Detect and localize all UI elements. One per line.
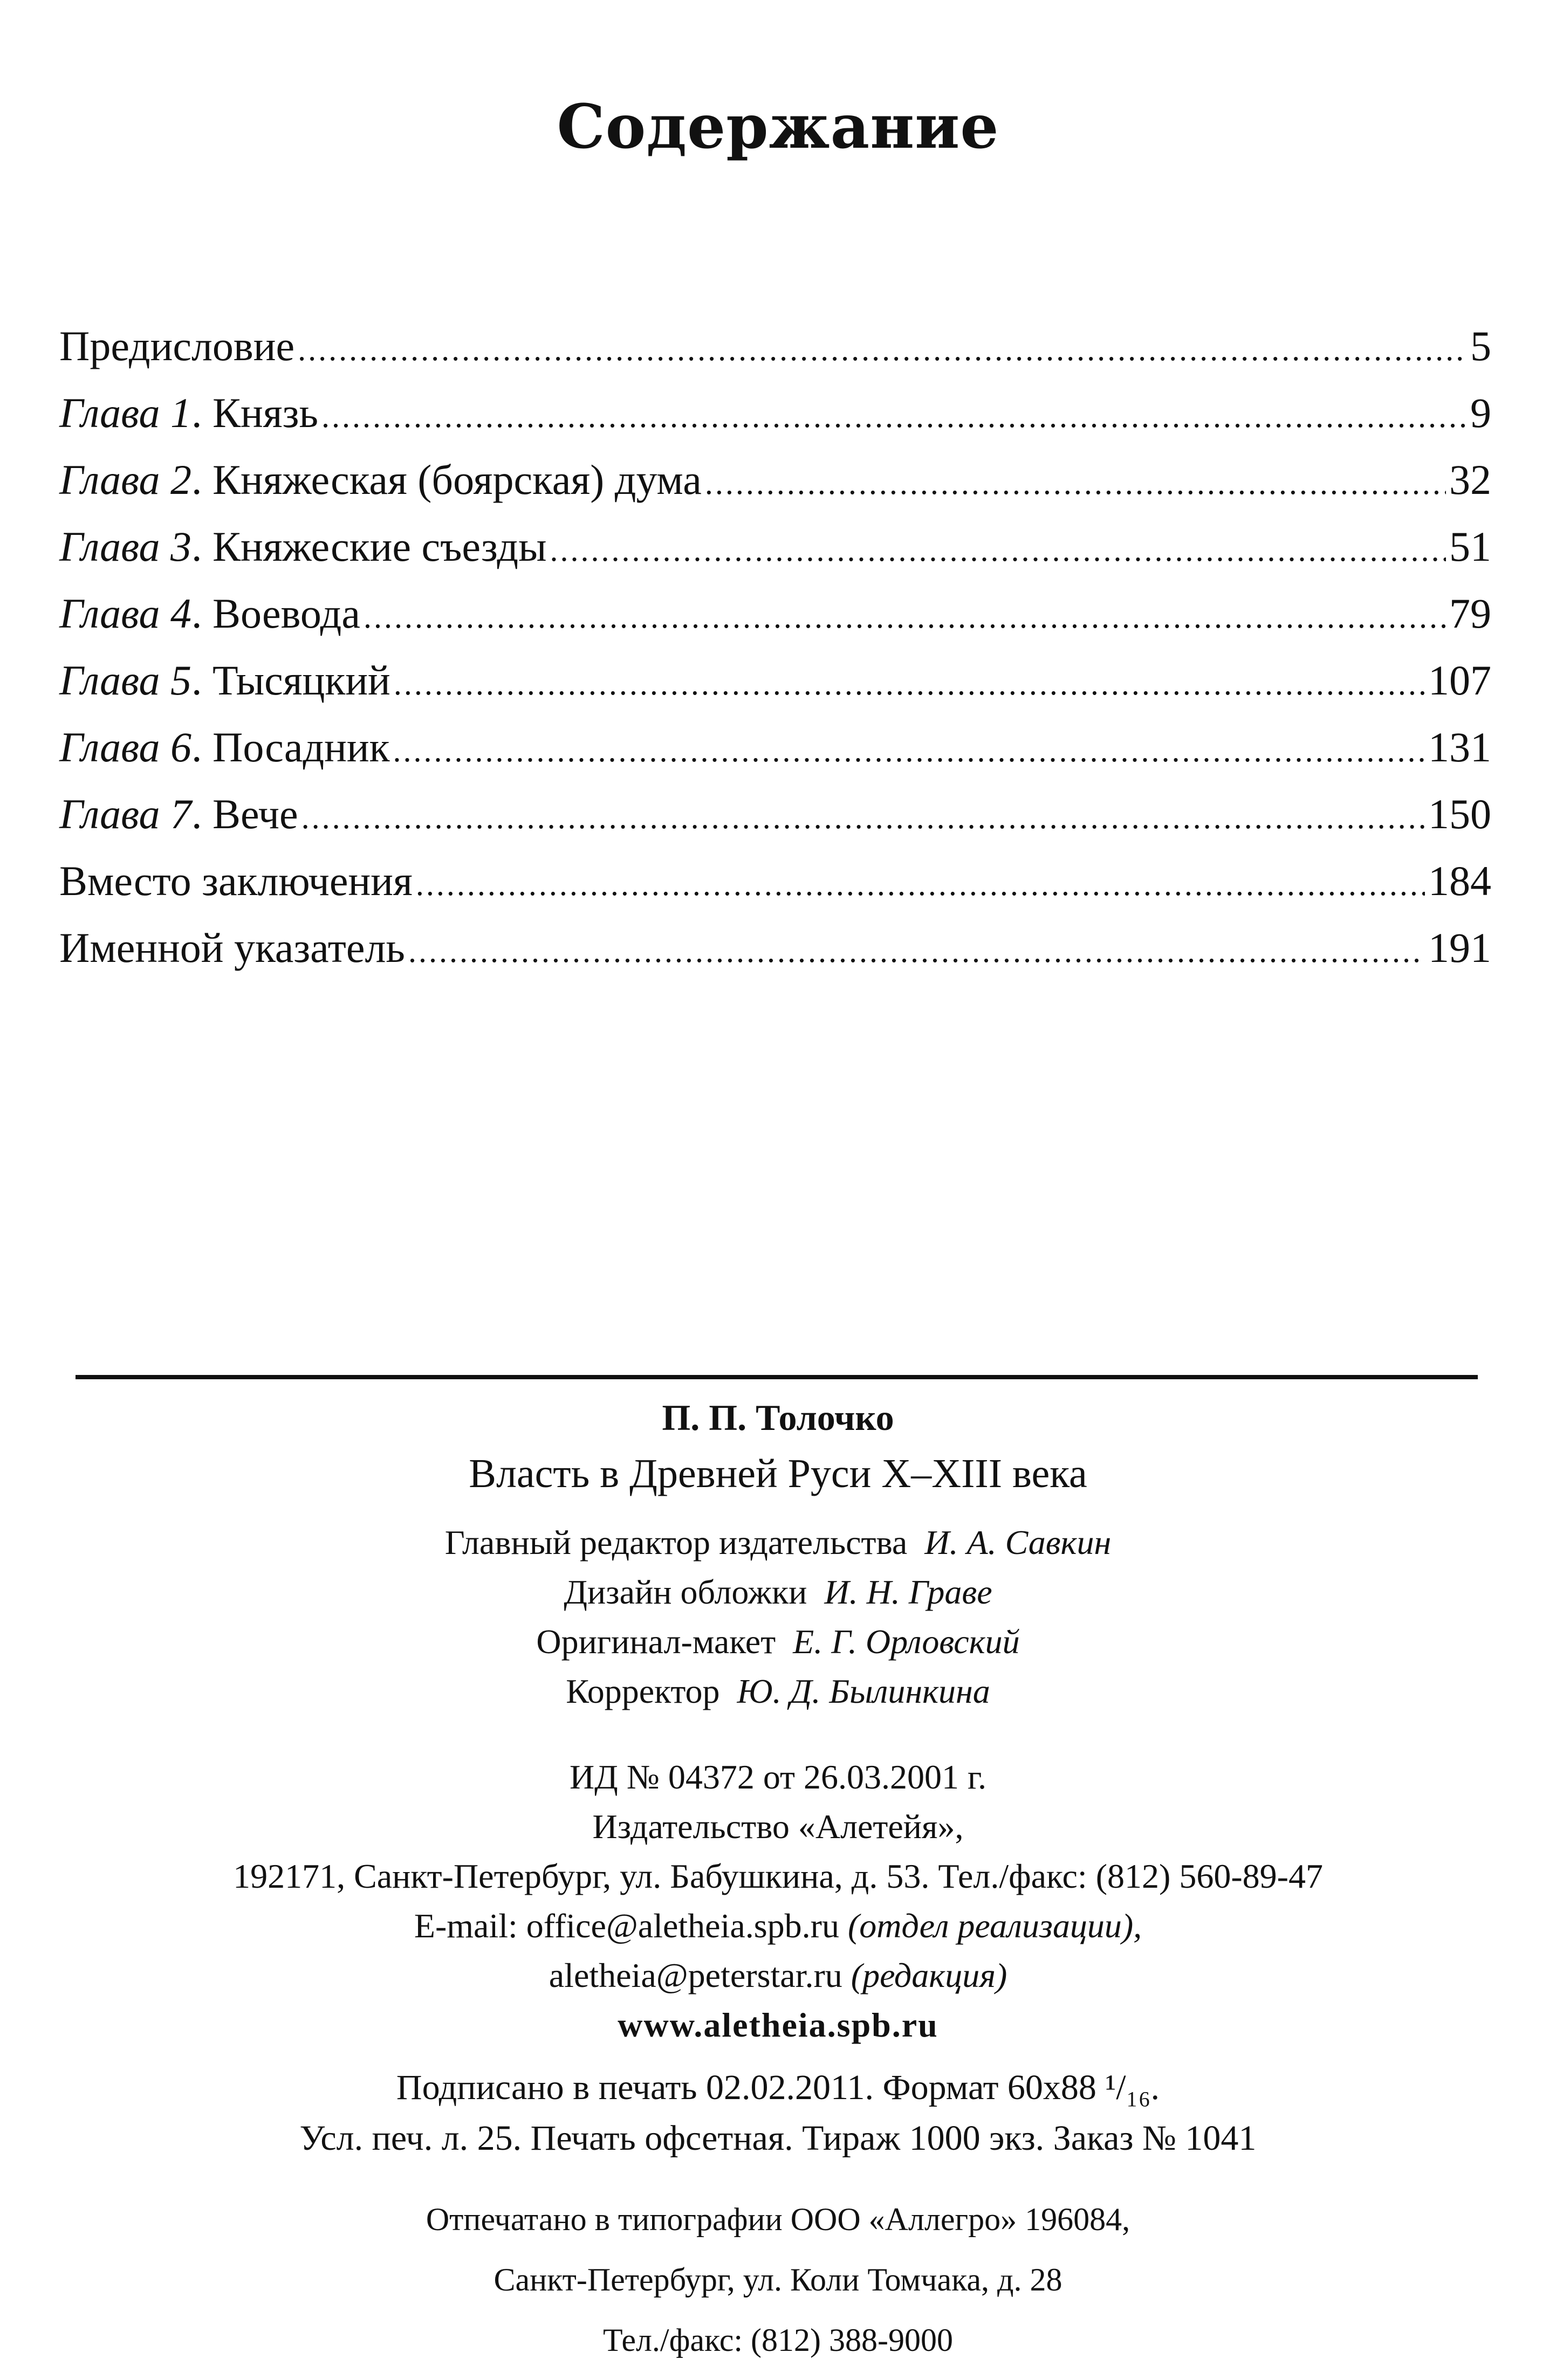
email-sales-note: (отдел реализации), [847, 1907, 1142, 1945]
credit-name: Е. Г. Орловский [793, 1622, 1020, 1661]
toc-entry-title: Глава 2. Княжеская (боярская) дума [59, 456, 702, 503]
toc-entry [59, 380, 1491, 446]
toc-entry-page: 131 [1428, 724, 1491, 771]
license-line: ИД № 04372 от 26.03.2001 г. [569, 1758, 987, 1796]
credit-role: Главный редактор издательства [444, 1523, 908, 1562]
toc-entry-label: Глава 2 [59, 456, 192, 503]
imprint-author: П. П. Толочко [662, 1397, 894, 1438]
toc-entry-title: Глава 5. Тысяцкий [59, 657, 390, 704]
printer-line: Отпечатано в типографии ООО «Аллегро» 196084, [426, 2202, 1130, 2237]
table-of-contents [59, 313, 1491, 981]
credit-line [0, 1567, 1556, 1617]
toc-entry-title: Глава 1. Князь [59, 389, 319, 436]
toc-entry-label: Глава 1 [59, 389, 192, 436]
publisher-name: Издательство «Алетейя», [592, 1807, 964, 1846]
credit-role: Оригинал-макет [536, 1622, 776, 1661]
toc-entry-title: Глава 4. Воевода [59, 590, 360, 637]
toc-entry-title: Глава 7. Вече [59, 790, 298, 837]
toc-leader-dots [550, 517, 1446, 583]
toc-entry-page: 32 [1449, 456, 1491, 503]
toc-entry [59, 313, 1491, 380]
publisher-block [0, 1752, 1556, 2050]
toc-leader-dots [408, 918, 1425, 985]
signed-line: Подписано в печать 02.02.2011. Формат 60х88 ¹/₁₆. [396, 2068, 1160, 2107]
credit-role: Дизайн обложки [564, 1573, 807, 1611]
toc-entry-title: Глава 6. Посадник [59, 724, 390, 771]
printer-line: Санкт-Петербург, ул. Коли Томчака, д. 28 [493, 2262, 1063, 2298]
toc-leader-dots [364, 583, 1446, 650]
toc-entry-label: Глава 7 [59, 790, 192, 837]
email-line [0, 1951, 1556, 2000]
toc-entry [59, 781, 1491, 848]
printer-block [0, 2189, 1556, 2370]
toc-leader-dots [301, 784, 1425, 851]
toc-entry-page: 9 [1470, 389, 1491, 436]
print-details-line: Усл. печ. л. 25. Печать офсетная. Тираж 1000 экз. Заказ № 1041 [299, 2118, 1257, 2158]
toc-entry [59, 714, 1491, 781]
email-editorial-note: (редакция) [851, 1956, 1007, 1994]
credit-name: И. А. Савкин [924, 1523, 1112, 1562]
toc-leader-dots [393, 717, 1425, 784]
toc-entry-page: 79 [1449, 590, 1491, 637]
toc-entry-label: Глава 4 [59, 590, 192, 637]
toc-entry-label: Глава 3 [59, 523, 192, 570]
toc-entry-page: 184 [1428, 857, 1491, 904]
imprint-book-title: Власть в Древней Руси X–XIII века [469, 1451, 1087, 1496]
toc-entry-title: Вместо заключения [59, 857, 413, 904]
page-title: Содержание [557, 92, 999, 163]
credit-line [0, 1667, 1556, 1716]
toc-entry-title: Предисловие [59, 322, 295, 369]
toc-entry-page: 51 [1449, 523, 1491, 570]
toc-leader-dots [321, 383, 1467, 450]
toc-leader-dots [705, 450, 1446, 517]
credit-name: Ю. Д. Былинкина [737, 1672, 990, 1710]
email-line [0, 1901, 1556, 1951]
print-details-block [0, 2062, 1556, 2164]
toc-entry [59, 848, 1491, 914]
printer-line: Тел./факс: (812) 388-9000 [602, 2322, 953, 2358]
email-editorial: aletheia@peterstar.ru [549, 1956, 842, 1994]
website-link: www.aletheia.spb.ru [618, 2006, 938, 2044]
toc-entry [59, 580, 1491, 647]
toc-entry [59, 513, 1491, 580]
toc-entry [59, 647, 1491, 714]
toc-entry [59, 914, 1491, 981]
toc-entry [59, 446, 1491, 513]
toc-entry-title: Глава 3. Княжеские съезды [59, 523, 547, 570]
toc-leader-dots [394, 650, 1425, 717]
divider [76, 1375, 1478, 1379]
credits-block [0, 1518, 1556, 1716]
credit-line [0, 1518, 1556, 1567]
credit-name: И. Н. Граве [824, 1573, 992, 1611]
toc-entry-label: Глава 6 [59, 724, 192, 771]
toc-entry-page: 150 [1428, 790, 1491, 837]
toc-leader-dots [416, 851, 1425, 918]
publisher-address: 192171, Санкт-Петербург, ул. Бабушкина, д. 53. Тел./факс: (812) 560-89-47 [233, 1857, 1323, 1895]
toc-entry-label: Глава 5 [59, 657, 192, 704]
toc-leader-dots [298, 316, 1467, 383]
credit-line [0, 1617, 1556, 1667]
toc-entry-page: 5 [1470, 322, 1491, 369]
credit-role: Корректор [566, 1672, 720, 1710]
toc-entry-page: 107 [1428, 657, 1491, 704]
toc-entry-title: Именной указатель [59, 924, 405, 971]
toc-entry-page: 191 [1428, 924, 1491, 971]
email-sales: E-mail: office@aletheia.spb.ru [414, 1907, 839, 1945]
